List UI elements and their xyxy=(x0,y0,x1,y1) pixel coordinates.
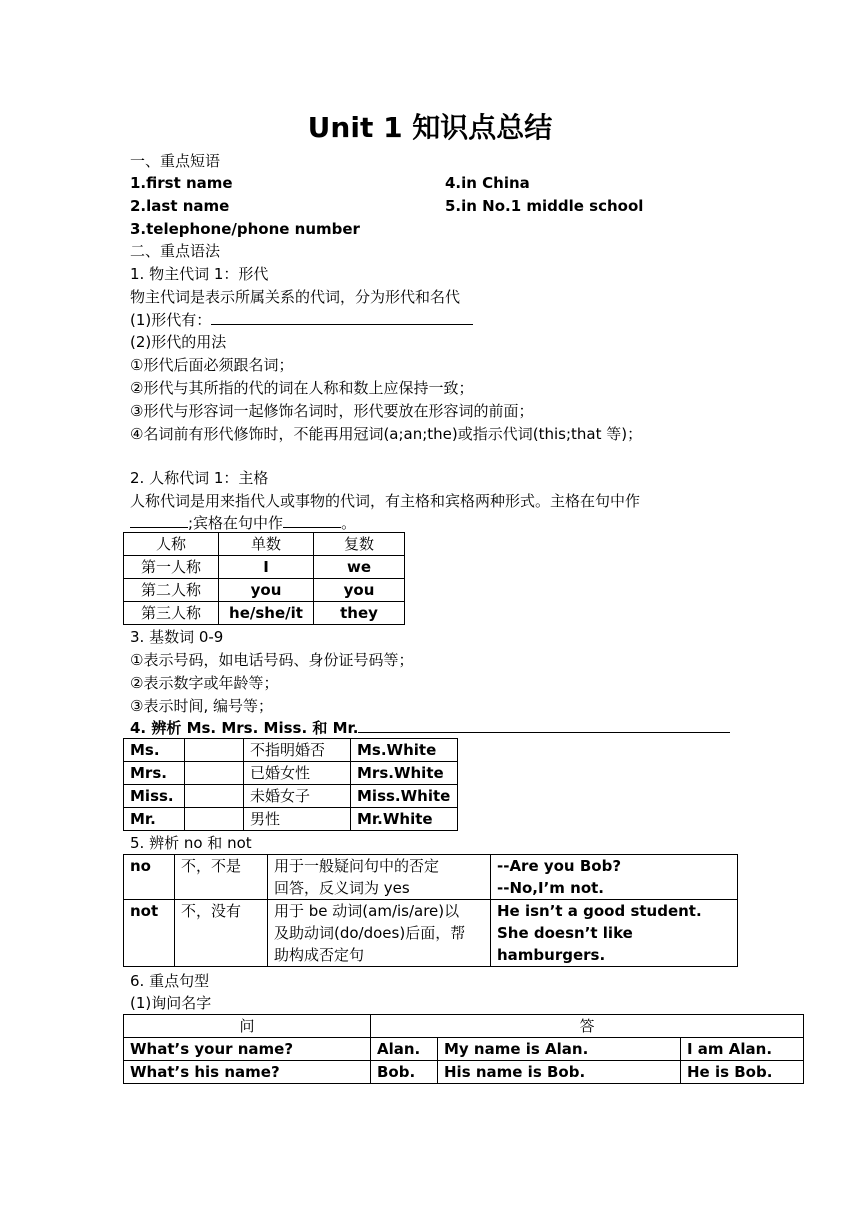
table-header: 答 xyxy=(371,1015,804,1038)
usage-line: 及助动词(do/does)后面，帮 xyxy=(274,924,466,942)
phrase-2: 2.last name xyxy=(130,197,230,215)
section2-heading: 二、重点语法 xyxy=(130,242,221,260)
table-row xyxy=(124,556,405,579)
name-question-table xyxy=(123,1014,804,1084)
p4-title: 4. 辨析 Ms. Mrs. Miss. 和 Mr. xyxy=(130,719,359,737)
section1-heading: 一、重点短语 xyxy=(130,152,221,170)
phrase-1: 1.first name xyxy=(130,174,233,192)
table-header: 问 xyxy=(124,1015,371,1038)
p1-forms-line xyxy=(130,309,473,331)
p6-sub: (1)询问名字 xyxy=(130,994,212,1012)
table-row xyxy=(124,579,405,602)
table-header: 单数 xyxy=(219,533,314,556)
p1-usage: (2)形代的用法 xyxy=(130,333,227,351)
table-cell xyxy=(268,855,491,900)
p1-rule-1: ①形代后面必须跟名词； xyxy=(130,356,294,374)
table-cell xyxy=(185,808,244,831)
example-line: She doesn’t like hamburgers. xyxy=(497,924,633,964)
table-row xyxy=(124,762,458,785)
table-cell: 不，没有 xyxy=(175,900,268,967)
table-row xyxy=(124,785,458,808)
p1-rule-3: ③形代与形容词一起修饰名词时，形代要放在形容词的前面； xyxy=(130,402,534,420)
table-header: 人称 xyxy=(124,533,219,556)
table-row xyxy=(124,1061,804,1084)
table-cell: Mr.White xyxy=(351,808,458,831)
page-title: Unit 1 知识点总结 xyxy=(307,111,553,144)
table-row xyxy=(124,900,738,967)
p1-desc: 物主代词是表示所属关系的代词，分为形代和名代 xyxy=(130,288,461,306)
table-cell: not xyxy=(124,900,175,967)
forms-blank[interactable] xyxy=(211,310,473,325)
example-line: --Are you Bob? xyxy=(497,857,622,875)
table-cell xyxy=(491,855,738,900)
table-cell: Miss.White xyxy=(351,785,458,808)
table-row xyxy=(124,808,458,831)
p3-item-3: ③表示时间, 编号等； xyxy=(130,697,273,715)
example-line: He isn’t a good student. xyxy=(497,902,702,920)
table-cell: 第一人称 xyxy=(124,556,219,579)
table-cell: My name is Alan. xyxy=(438,1038,681,1061)
table-cell: His name is Bob. xyxy=(438,1061,681,1084)
table-row xyxy=(124,855,738,900)
table-cell: you xyxy=(219,579,314,602)
table-cell: Mrs. xyxy=(124,762,185,785)
table-cell: 第二人称 xyxy=(124,579,219,602)
table-row xyxy=(124,739,458,762)
table-cell: no xyxy=(124,855,175,900)
table-cell: he/she/it xyxy=(219,602,314,625)
table-cell: 第三人称 xyxy=(124,602,219,625)
table-cell: Ms. xyxy=(124,739,185,762)
no-not-table xyxy=(123,854,738,967)
p2-desc2b: 。 xyxy=(341,514,357,532)
p4-title-line xyxy=(130,717,730,739)
table-cell: He is Bob. xyxy=(681,1061,804,1084)
table-row xyxy=(124,533,405,556)
object-blank[interactable] xyxy=(283,513,341,528)
table-cell: 不，不是 xyxy=(175,855,268,900)
table-cell: 男性 xyxy=(244,808,351,831)
table-cell: Mr. xyxy=(124,808,185,831)
table-cell: Ms.White xyxy=(351,739,458,762)
phrase-4: 4.in China xyxy=(445,174,530,192)
p5-title: 5. 辨析 no 和 not xyxy=(130,834,252,852)
p4-blank[interactable] xyxy=(358,718,730,733)
p2-desc1: 人称代词是用来指代人或事物的代词，有主格和宾格两种形式。主格在句中作 xyxy=(130,492,641,510)
table-row xyxy=(124,602,405,625)
table-cell xyxy=(185,739,244,762)
pronoun-table xyxy=(123,532,405,625)
table-header: 复数 xyxy=(314,533,405,556)
usage-line: 用于 be 动词(am/is/are)以 xyxy=(274,902,460,920)
table-cell xyxy=(491,900,738,967)
p2-desc2a: ;宾格在句中作 xyxy=(188,514,284,532)
table-cell: What’s your name? xyxy=(124,1038,371,1061)
table-cell: Miss. xyxy=(124,785,185,808)
table-cell: 已婚女性 xyxy=(244,762,351,785)
table-cell xyxy=(185,785,244,808)
table-cell: they xyxy=(314,602,405,625)
p2-title: 2. 人称代词 1：主格 xyxy=(130,469,269,487)
p2-desc2 xyxy=(130,512,356,534)
table-cell xyxy=(268,900,491,967)
usage-line: 回答，反义词为 yes xyxy=(274,879,410,897)
p3-item-2: ②表示数字或年龄等； xyxy=(130,674,279,692)
usage-line: 用于一般疑问句中的否定 xyxy=(274,857,440,875)
subject-blank[interactable] xyxy=(130,513,188,528)
p6-title: 6. 重点句型 xyxy=(130,972,210,990)
table-cell: Alan. xyxy=(371,1038,438,1061)
table-cell: I xyxy=(219,556,314,579)
phrase-5: 5.in No.1 middle school xyxy=(445,197,644,215)
phrase-3: 3.telephone/phone number xyxy=(130,220,360,238)
p1-rule-4: ④名词前有形代修饰时，不能再用冠词(a;an;the)或指示代词(this;that 等)； xyxy=(130,425,643,443)
table-cell: What’s his name? xyxy=(124,1061,371,1084)
p3-item-1: ①表示号码，如电话号码、身份证号码等； xyxy=(130,651,414,669)
p1-rule-2: ②形代与其所指的代的词在人称和数上应保持一致； xyxy=(130,379,474,397)
table-cell: 未婚女子 xyxy=(244,785,351,808)
p3-title: 3. 基数词 0-9 xyxy=(130,628,224,646)
table-cell: we xyxy=(314,556,405,579)
table-cell: I am Alan. xyxy=(681,1038,804,1061)
table-cell xyxy=(185,762,244,785)
table-cell: 不指明婚否 xyxy=(244,739,351,762)
title-table xyxy=(123,738,458,831)
p1-forms: (1)形代有： xyxy=(130,311,212,329)
table-cell: you xyxy=(314,579,405,602)
usage-line: 助构成否定句 xyxy=(274,946,365,964)
table-row xyxy=(124,1038,804,1061)
table-cell: Bob. xyxy=(371,1061,438,1084)
table-cell: Mrs.White xyxy=(351,762,458,785)
p1-title: 1. 物主代词 1：形代 xyxy=(130,265,269,283)
table-row xyxy=(124,1015,804,1038)
example-line: --No,I’m not. xyxy=(497,879,604,897)
